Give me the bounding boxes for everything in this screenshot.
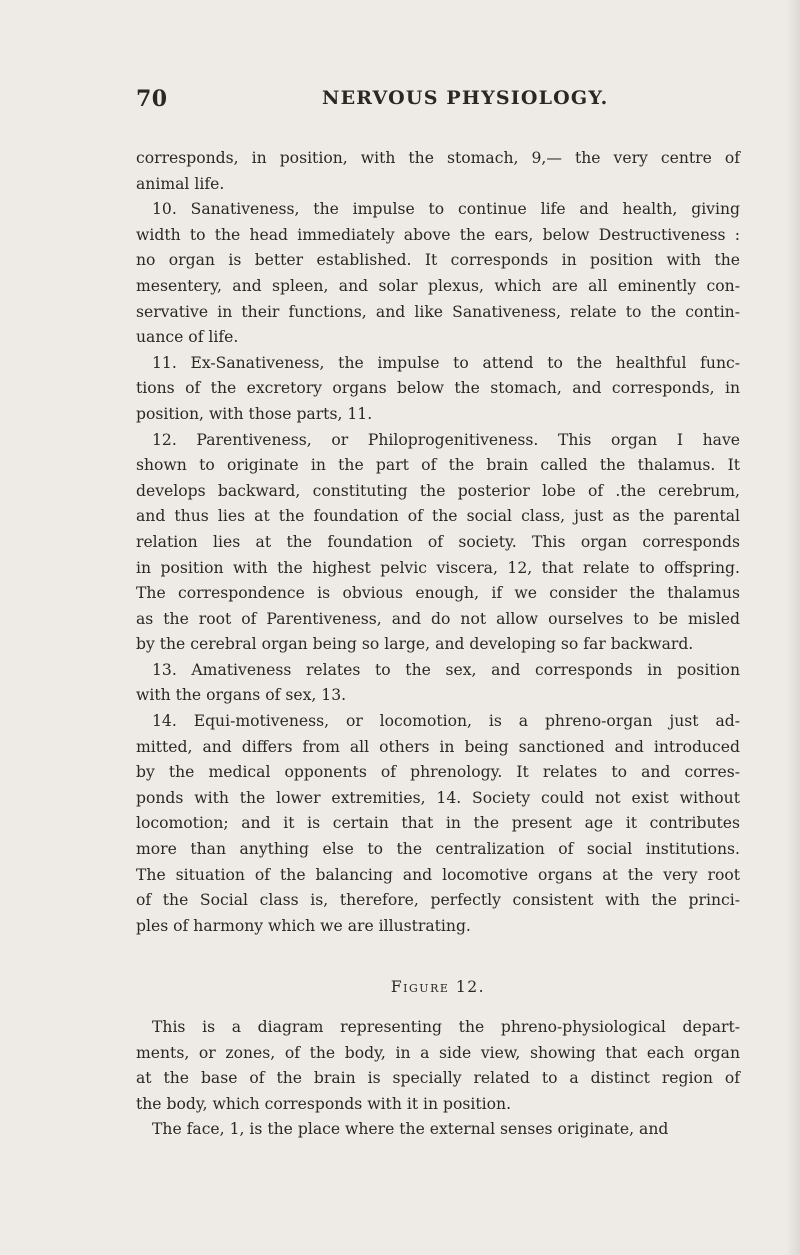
text-line: in position with the highest pelvic viscera, 12, that relate to offspring. [136, 558, 740, 577]
text-line: 10. Sanativeness, the impulse to continue life and health, giving [152, 200, 740, 219]
text-line: animal life. [136, 174, 225, 193]
text-line: of the Social class is, therefore, perfectly consistent with the princi- [136, 891, 740, 910]
text-line: 13. Amativeness relates to the sex, and corresponds in position [152, 660, 740, 679]
text-line: at the base of the brain is specially related to a distinct region of [136, 1069, 740, 1088]
text-line: shown to originate in the part of the brain called the thalamus. It [136, 456, 740, 475]
text-line: 12. Parentiveness, or Philoprogenitiveness. This organ I have [152, 430, 740, 449]
text-line: uance of life. [136, 328, 239, 347]
running-head [136, 86, 736, 116]
text-line: ments, or zones, of the body, in a side view, showing that each organ [136, 1043, 740, 1062]
text-line: relation lies at the foundation of society. This organ corresponds [136, 532, 740, 551]
text-line: corresponds, in position, with the stomach, 9,— the very centre of [136, 149, 740, 167]
figure-heading: Figure 12. [390, 978, 486, 997]
text-line: tions of the excretory organs below the stomach, and corresponds, in [136, 379, 740, 398]
text-line: The face, 1, is the place where the external senses originate, and [152, 1120, 669, 1139]
text-line: as the root of Parentiveness, and do not allow ourselves to be misled [136, 609, 740, 628]
text-line: position, with those parts, 11. [136, 404, 373, 423]
text-line: more than anything else to the centralization of social institutions. [136, 840, 740, 859]
text-line: mitted, and differs from all others in being sanctioned and introduced [136, 737, 740, 756]
text-line: the body, which corresponds with it in position. [136, 1094, 512, 1113]
text-line: 11. Ex-Sanativeness, the impulse to attend to the healthful func- [152, 353, 740, 372]
text-line: width to the head immediately above the ears, below Destructiveness : [136, 225, 740, 244]
text-line: with the organs of sex, 13. [136, 686, 347, 705]
running-title: NERVOUS PHYSIOLOGY. [322, 87, 609, 109]
text-line: locomotion; and it is certain that in the present age it contributes [136, 814, 740, 833]
text-line: servative in their functions, and like Sanativeness, relate to the contin- [136, 302, 740, 321]
text-line: by the cerebral organ being so large, and developing so far backward. [136, 635, 694, 654]
text-line: no organ is better established. It corresponds in position with the [136, 251, 740, 270]
text-line: 14. Equi-motiveness, or locomotion, is a phreno-organ just ad- [152, 712, 740, 731]
page-edge-shadow [786, 0, 800, 1255]
page-number: 70 [136, 86, 168, 112]
text-line: The correspondence is obvious enough, if we consider the thalamus [136, 584, 740, 603]
body-text [136, 146, 740, 1143]
text-line: develops backward, constituting the posterior lobe of .the cerebrum, [136, 481, 740, 500]
text-line: and thus lies at the foundation of the social class, just as the parental [136, 507, 740, 526]
text-line: The situation of the balancing and locomotive organs at the very root [136, 865, 740, 884]
text-line: mesentery, and spleen, and solar plexus, which are all eminently con- [136, 276, 740, 295]
text-line: by the medical opponents of phrenology. It relates to and corres- [136, 763, 740, 782]
text-line: ponds with the lower extremities, 14. Society could not exist without [136, 788, 740, 807]
text-line: This is a diagram representing the phreno-physiological depart- [152, 1018, 740, 1036]
text-line: ples of harmony which we are illustrating. [136, 916, 471, 935]
